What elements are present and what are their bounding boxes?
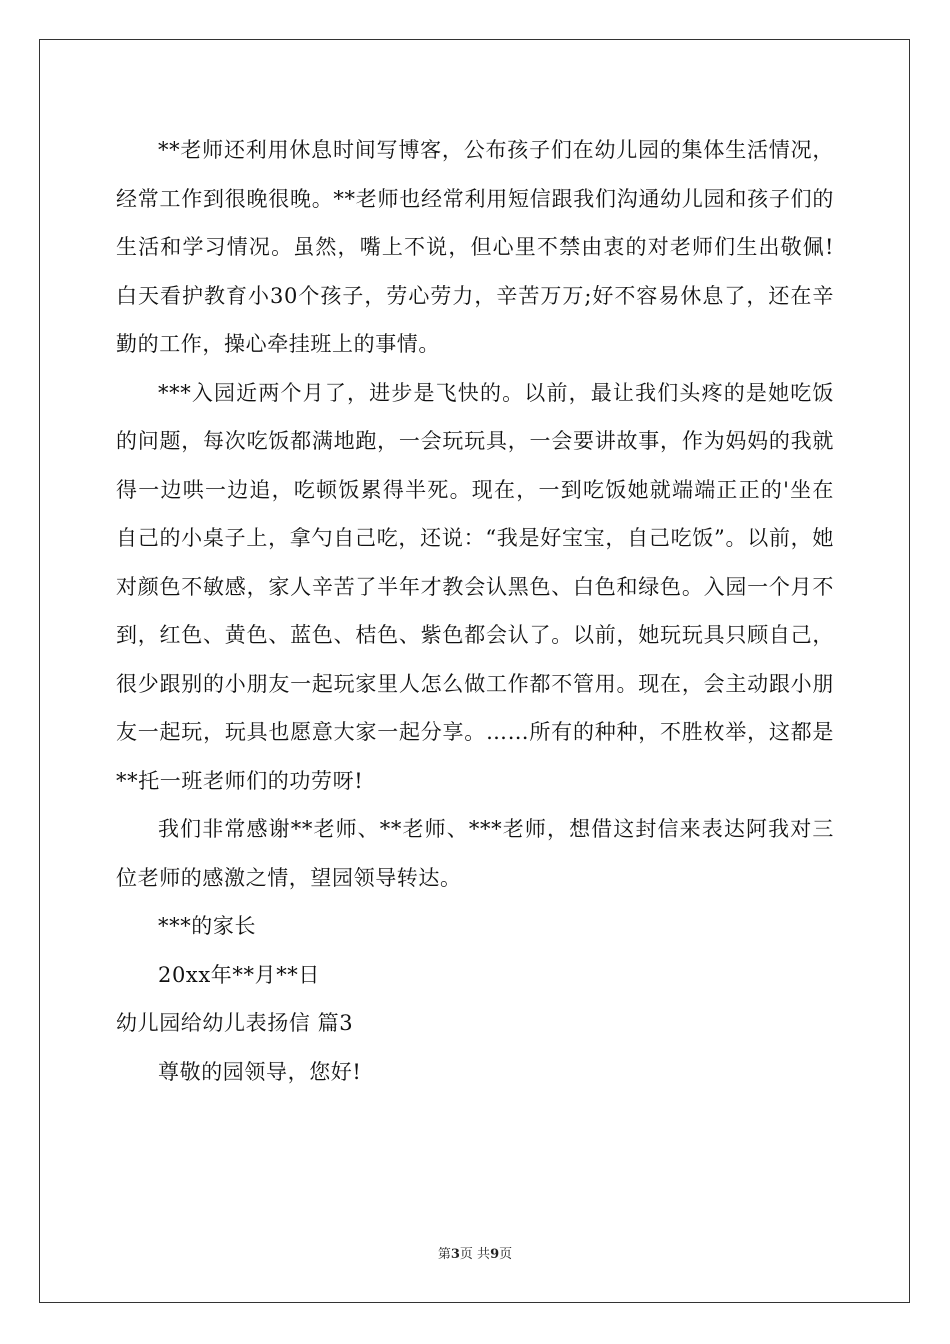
paragraph-1: **老师还利用休息时间写博客，公布孩子们在幼儿园的集体生活情况，经常工作到很晚很晚。**老师也经常利用短信跟我们沟通幼儿园和孩子们的生活和学习情况。虽然，嘴上不说，但心里不禁由衷的对老师们生出敬佩!白天看护教育小30个孩子，劳心劳力，辛苦万万;好不容易休息了，还在辛勤的工作，操心牵挂班上的事情。 xyxy=(116,138,834,356)
date: 20xx年**月**日 xyxy=(158,962,321,987)
paragraph-3: 我们非常感谢**老师、**老师、***老师，想借这封信来表达阿我对三位老师的感激之情，望园领导转达。 xyxy=(116,817,834,890)
page-current: 3 xyxy=(450,1247,460,1262)
page-prefix: 第 xyxy=(437,1247,451,1262)
page-mid: 页 共 xyxy=(459,1247,491,1262)
section-title: 幼儿园给幼儿表扬信 篇3 xyxy=(116,1011,354,1035)
signature: ***的家长 xyxy=(158,914,257,938)
greeting: 尊敬的园领导，您好! xyxy=(158,1059,362,1084)
page-total: 9 xyxy=(490,1247,500,1262)
document-body xyxy=(116,126,834,1096)
page-suffix: 页 xyxy=(499,1247,513,1262)
paragraph-2: ***入园近两个月了，进步是飞快的。以前，最让我们头疼的是她吃饭的问题，每次吃饭都满地跑，一会玩玩具，一会要讲故事，作为妈妈的我就得一边哄一边追，吃顿饭累得半死。现在，一到吃饭她就端端正正的'坐在自己的小桌子上，拿勺自己吃，还说：“我是好宝宝，自己吃饭”。以前，她对颜色不敏感，家人辛苦了半年才教会认黑色、白色和绿色。入园一个月不到，红色、黄色、蓝色、桔色、紫色都会认了。以前，她玩玩具只顾自己，很少跟别的小朋友一起玩家里人怎么做工作都不管用。现在，会主动跟小朋友一起玩，玩具也愿意大家一起分享。……所有的种种，不胜枚举，这都是**托一班老师们的功劳呀! xyxy=(116,380,834,793)
page-footer xyxy=(0,1246,950,1264)
